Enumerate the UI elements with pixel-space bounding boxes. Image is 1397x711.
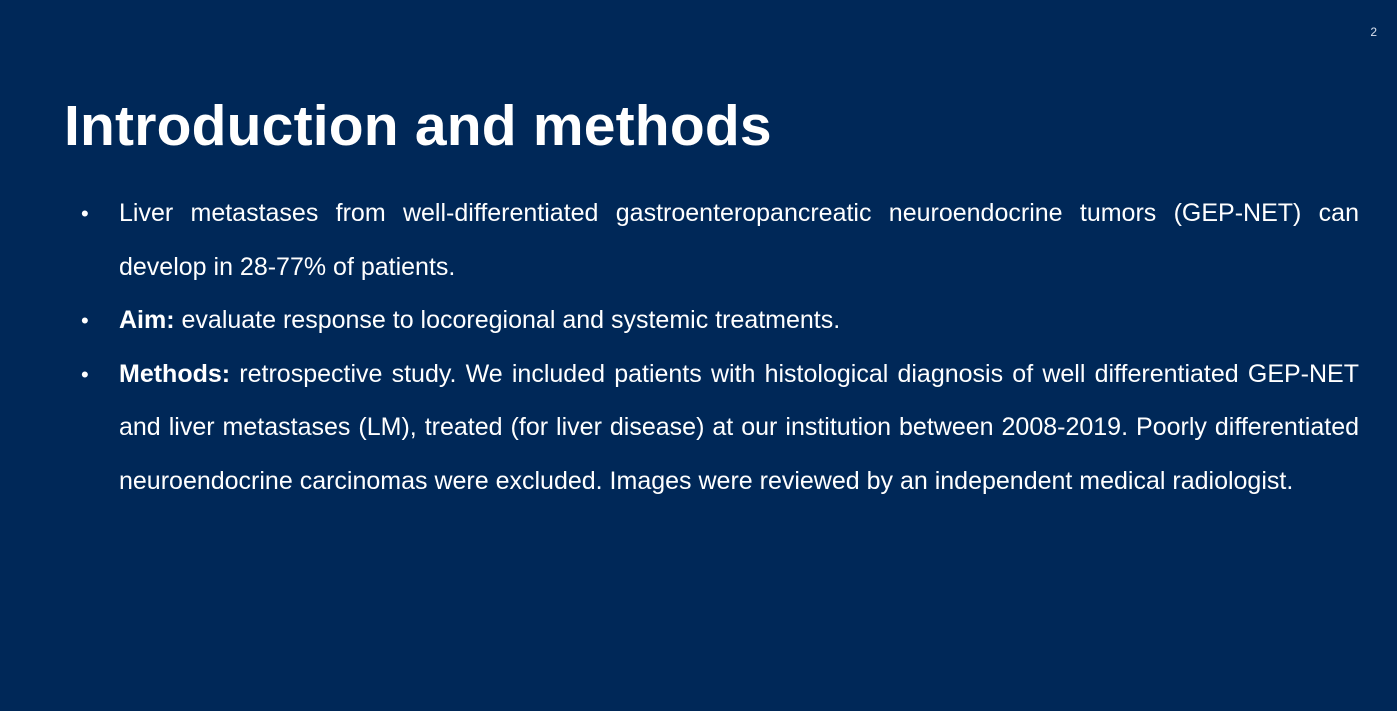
bullet-item-aim xyxy=(0,294,1359,348)
bullet-text: evaluate response to locoregional and systemic treatments. xyxy=(174,306,841,334)
bullet-label-aim: Aim: xyxy=(119,306,175,334)
bullet-list xyxy=(0,187,1397,508)
bullet-item-liver-metastases xyxy=(0,187,1359,294)
bullet-icon: • xyxy=(81,361,89,387)
bullet-item-methods xyxy=(0,348,1359,509)
page-number: 2 xyxy=(1370,25,1377,39)
bullet-label-methods: Methods: xyxy=(119,359,231,388)
bullet-text: retrospective study. We included patients with histological diagnosis of well differentiated GEP-NET and liver metastases (LM), treated (for liver disease) at our institution between 2008-2019. Poorly differentiated neuroendocrine carcinomas were excluded. Images were reviewed by an independent medical radiologist. xyxy=(119,359,1359,495)
bullet-text: Liver metastases from well-differentiated gastroenteropancreatic neuroendocrine tumors (GEP-NET) can develop in 28-77% of patients. xyxy=(119,199,1359,281)
bullet-icon: • xyxy=(81,308,89,333)
slide-title: Introduction and methods xyxy=(64,94,772,158)
bullet-icon: • xyxy=(81,201,89,226)
